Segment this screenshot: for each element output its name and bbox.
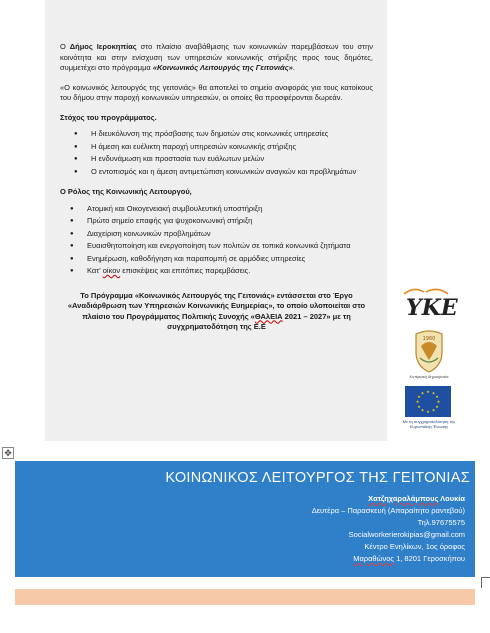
svg-text:★: ★ bbox=[420, 390, 425, 396]
contact-address-1: Κέντρο Ενηλίκων, 1ος όροφος bbox=[364, 542, 465, 551]
svg-text:★: ★ bbox=[436, 399, 441, 404]
svg-text:★: ★ bbox=[417, 404, 421, 409]
list-item-suffix: επισκέψεις και επιτόπιες παρεμβάσεις. bbox=[120, 266, 251, 275]
list-item: ● Ευαισθητοποίηση και ενεργοποίηση των πολιτών σε τοπικά κοινωνικά ζητήματα bbox=[80, 241, 373, 252]
role-list bbox=[60, 204, 373, 277]
list-item: ● Ο εντοπισμός και η άμεση αντιμετώπιση κοινωνικών αναγκών και προβλημάτων bbox=[84, 167, 373, 178]
contact-email[interactable]: Socialworkerierokipias@gmail.com bbox=[348, 530, 465, 539]
eu-flag-icon bbox=[405, 386, 451, 417]
svg-text:★: ★ bbox=[431, 407, 436, 413]
contact-details bbox=[312, 493, 465, 565]
yke-logo bbox=[400, 284, 458, 321]
list-item: ● Η ενδυνάμωση και προστασία των ευάλωτων μελών bbox=[84, 154, 373, 165]
svg-text:★: ★ bbox=[431, 390, 436, 396]
list-item: ● Η διευκόλυνση της πρόσβασης των δημοτών στις κοινωνικές υπηρεσίες bbox=[84, 129, 373, 140]
intro-prefix: Ο bbox=[60, 42, 70, 51]
role-heading: Ο Ρόλος της Κοινωνικής Λειτουργού, bbox=[60, 187, 192, 196]
contact-schedule: Δευτέρα – Παρασκευή (Απαραίτητο ραντεβού) bbox=[311, 506, 465, 515]
svg-text:★: ★ bbox=[435, 404, 439, 409]
svg-text:★: ★ bbox=[435, 394, 439, 399]
svg-text:★: ★ bbox=[426, 389, 430, 394]
municipality-name: Δήμος Ιεροκηπίας bbox=[69, 42, 137, 51]
list-item: ● Ενημέρωση, καθοδήγηση και παραπομπή σε αρμόδιες υπηρεσίες bbox=[80, 254, 373, 265]
page-corner-mark bbox=[481, 577, 490, 588]
list-item: ● Ατομική και Οικογενειακή συμβουλευτική υποστήριξη bbox=[80, 204, 373, 215]
document-body bbox=[60, 42, 373, 342]
closing-end: 2021 – 2027» με τη συγχρηματοδότηση της Ε.Ε bbox=[167, 311, 351, 331]
goals-list bbox=[60, 129, 373, 177]
list-item: ● Η άμεση και ευέλικτη παροχή υπηρεσιών κοινωνικής στήριξης bbox=[84, 142, 373, 153]
panel-title: ΚΟΙΝΩΝΙΚΟΣ ΛΕΙΤΟΥΡΓΟΣ ΤΗΣ ΓΕΙΤΟΝΙΑΣ bbox=[165, 470, 470, 486]
contact-panel bbox=[15, 461, 475, 577]
closing-main: Το Πρόγραμμα «Κοινωνικός Λειτουργός της Γειτονιάς» εντάσσεται στο Έργο «Αναδιάρθρωση των Υπηρεσιών Κοινωνικής Ευημερίας», το οποίο υλοποιείται στο πλαίσιο του Προγράμματος Πολιτικής Συνοχής « bbox=[67, 290, 366, 321]
spellcheck-word[interactable]: Μαραθώνος bbox=[353, 554, 394, 563]
yke-logo-text: ΥΚΕ bbox=[406, 295, 458, 321]
svg-text:★: ★ bbox=[415, 399, 420, 404]
eu-caption: Με τη συγχρηματοδότηση της Ευρωπαϊκής Ένωσης bbox=[402, 419, 456, 429]
goals-heading: Στόχος του προγράμματος. bbox=[60, 112, 157, 122]
move-handle-icon[interactable]: ✥ bbox=[2, 447, 14, 459]
intro-middle: στο πλαίσιο αναβάθμισης των κοινωνικών παρεμβάσεων του στην κοινότητα και στην ενίσχυση των υπηρεσιών κοινωνικής στήριξης προς τους δημότες, συμμετέχει στο πρόγραμμα bbox=[60, 42, 373, 72]
svg-text:★: ★ bbox=[420, 407, 425, 413]
intro-paragraph-2: «Ο κοινωνικός λειτουργός της γειτονιάς» θα αποτελεί το σημείο αναφοράς για τους κατοίκους του δήμου στην παροχή κοινωνικών υπηρεσιών, οι οποίες θα προσφέρονται δωρεάν. bbox=[60, 82, 373, 102]
contact-address-2-rest: 1, 8201 Γεροσκήπου bbox=[394, 554, 465, 563]
svg-text:1960: 1960 bbox=[422, 336, 436, 342]
spellcheck-word[interactable]: ΘΑλΕΙΑ bbox=[254, 311, 283, 321]
spellcheck-word[interactable]: οίκον bbox=[102, 266, 121, 275]
list-item-prefix: Κατ' bbox=[87, 266, 103, 275]
intro-paragraph bbox=[60, 42, 373, 74]
cyprus-caption: Κυπριακή Δημοκρατία bbox=[409, 374, 449, 379]
contact-name-rest: Λουκία bbox=[438, 494, 465, 503]
list-item: ● Πρώτο σημείο επαφής για ψυχοκοινωνική στήριξη bbox=[80, 216, 373, 227]
contact-name bbox=[312, 493, 465, 505]
svg-text:★: ★ bbox=[417, 394, 421, 399]
contact-address-2 bbox=[312, 553, 465, 565]
closing-paragraph bbox=[60, 291, 373, 333]
svg-text:★: ★ bbox=[426, 409, 430, 414]
footer-accent-bar bbox=[15, 589, 475, 605]
spellcheck-word[interactable]: Χατζηχαραλάμπους bbox=[368, 494, 439, 503]
list-item: ● Διαχείριση κοινωνικών προβλημάτων bbox=[80, 229, 373, 240]
contact-phone: Τηλ.97675575 bbox=[417, 518, 465, 527]
intro-end: . bbox=[292, 63, 295, 72]
list-item bbox=[80, 266, 373, 277]
cyprus-emblem-icon bbox=[410, 328, 448, 374]
program-name: «Κοινωνικός Λειτουργός της Γειτονιάς» bbox=[152, 63, 293, 72]
